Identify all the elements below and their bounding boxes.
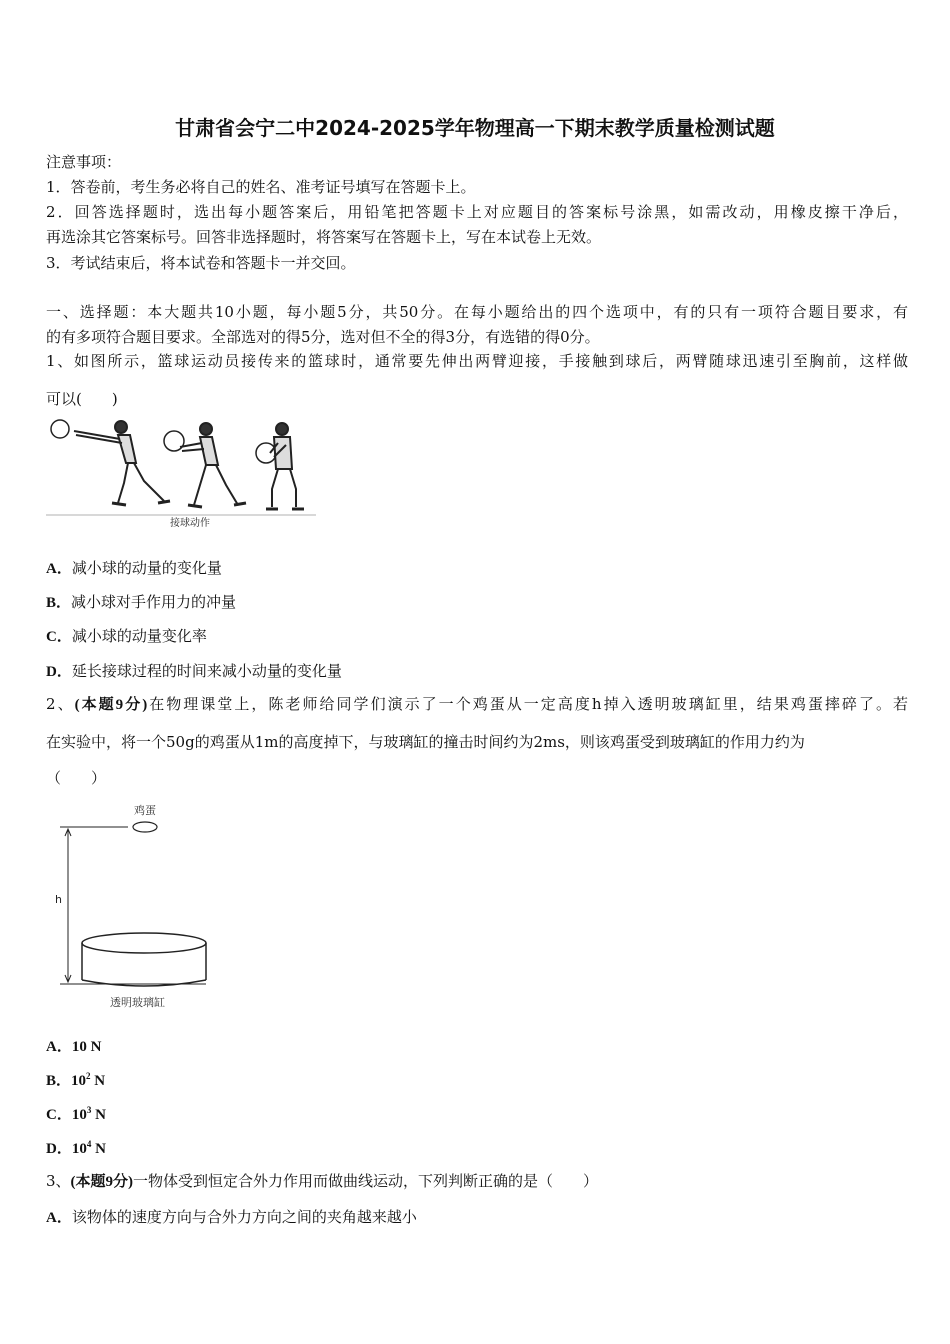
notice-item-1: 1．答卷前，考生务必将自己的姓名、准考证号填写在答题卡上。 xyxy=(46,178,476,196)
q3-option-a[interactable] xyxy=(46,1206,417,1227)
q2-option-b[interactable] xyxy=(46,1069,105,1090)
section-instruction-line1: 一、选择题：本大题共10小题，每小题5分，共50分。在每小题给出的四个选项中，有的只有一项符合题目要求，有 xyxy=(46,303,908,321)
option-key: B． xyxy=(46,1073,72,1089)
option-value: 10 xyxy=(71,1107,87,1123)
option-unit: N xyxy=(91,1107,106,1123)
ball-icon xyxy=(51,420,69,438)
notice-item-2: 2．回答选择题时，选出每小题答案后，用铅笔把答题卡上对应题目的答案标号涂黑，如需改动，用橡皮擦干净后， xyxy=(46,203,908,221)
q2-stem-line2: 在实验中，将一个50g的鸡蛋从1m的高度掉下，与玻璃缸的撞击时间约为2ms，则该鸡蛋受到玻璃缸的作用力约为 xyxy=(46,733,805,751)
notice-heading: 注意事项： xyxy=(46,153,122,171)
q2-stem-line1 xyxy=(46,694,908,715)
option-key: A． xyxy=(46,1039,72,1055)
egg-icon xyxy=(133,822,157,832)
page-title: 甘肃省会宁二中2024-2025学年物理高一下期末教学质量检测试题 xyxy=(175,116,775,140)
height-label: h xyxy=(55,893,62,906)
section-instruction-line2: 的有多项符合题目要求。全部选对的得5分，选对但不全的得3分，有选错的得0分。 xyxy=(46,328,600,346)
q3-score: (本题9分) xyxy=(70,1174,134,1190)
player-figure-2 xyxy=(164,423,246,507)
player-figure-1 xyxy=(51,420,170,505)
q2-figure xyxy=(46,800,226,1012)
option-value: 10 N xyxy=(71,1039,102,1055)
option-text: 延长接球过程的时间来减小动量的变化量 xyxy=(71,662,342,680)
q2-option-c[interactable] xyxy=(46,1103,106,1124)
option-exponent: 3 xyxy=(86,1105,92,1115)
option-text: 减小球的动量的变化量 xyxy=(71,559,222,577)
option-value: 10 xyxy=(71,1141,87,1157)
tank-bottom xyxy=(82,980,206,986)
q2-text-line1: 在物理课堂上，陈老师给同学们演示了一个鸡蛋从一定高度h掉入透明玻璃缸里，结果鸡蛋摔碎了。若 xyxy=(147,695,908,713)
option-exponent: 2 xyxy=(86,1071,91,1081)
q2-option-d[interactable] xyxy=(46,1137,106,1158)
q1-figure xyxy=(46,417,316,529)
option-key: A． xyxy=(46,1210,72,1226)
q1-option-c[interactable] xyxy=(46,625,207,646)
q1-stem-line2: 可以( ) xyxy=(46,390,118,408)
option-key: B． xyxy=(46,595,72,611)
option-key: D． xyxy=(46,664,72,680)
option-unit: N xyxy=(91,1141,106,1157)
q2-stem-line3: （ ） xyxy=(46,769,107,787)
q3-stem-line1 xyxy=(46,1171,908,1192)
q1-option-b[interactable] xyxy=(46,591,236,612)
option-exponent: 4 xyxy=(86,1139,92,1149)
option-key: C． xyxy=(46,1107,72,1123)
q3-number: 3、 xyxy=(46,1172,71,1190)
q2-number: 2、 xyxy=(46,695,75,713)
tank-label: 透明玻璃缸 xyxy=(110,996,165,1009)
option-unit: N xyxy=(90,1073,106,1089)
notice-item-3: 3．考试结束后，将本试卷和答题卡一并交回。 xyxy=(46,254,356,272)
option-text: 减小球的动量变化率 xyxy=(71,627,207,645)
option-key: C． xyxy=(46,629,72,645)
player-figure-3 xyxy=(256,423,304,509)
q1-stem-line1: 1、如图所示，篮球运动员接传来的篮球时，通常要先伸出两臂迎接，手接触到球后，两臂随球迅速引至胸前，这样做 xyxy=(46,352,908,370)
q2-score: (本题9分) xyxy=(74,697,148,713)
figure-caption: 接球动作 xyxy=(170,518,210,529)
notice-item-2-cont: 再选涂其它答案标号。回答非选择题时，将答案写在答题卡上，写在本试卷上无效。 xyxy=(46,228,602,246)
egg-label: 鸡蛋 xyxy=(134,804,156,817)
ball-icon xyxy=(164,431,184,451)
q3-text-line1: 一物体受到恒定合外力作用而做曲线运动，下列判断正确的是（ ） xyxy=(133,1172,599,1190)
option-value: 10 xyxy=(71,1073,87,1089)
ball-icon xyxy=(256,443,276,463)
option-text: 该物体的速度方向与合外力方向之间的夹角越来越小 xyxy=(71,1208,417,1226)
q1-option-a[interactable] xyxy=(46,557,222,578)
option-text: 减小球对手作用力的冲量 xyxy=(71,593,237,611)
tank-top xyxy=(82,933,206,953)
option-key: D． xyxy=(46,1141,72,1157)
q1-option-d[interactable] xyxy=(46,660,342,681)
q2-option-a[interactable] xyxy=(46,1035,101,1056)
option-key: A． xyxy=(46,561,72,577)
